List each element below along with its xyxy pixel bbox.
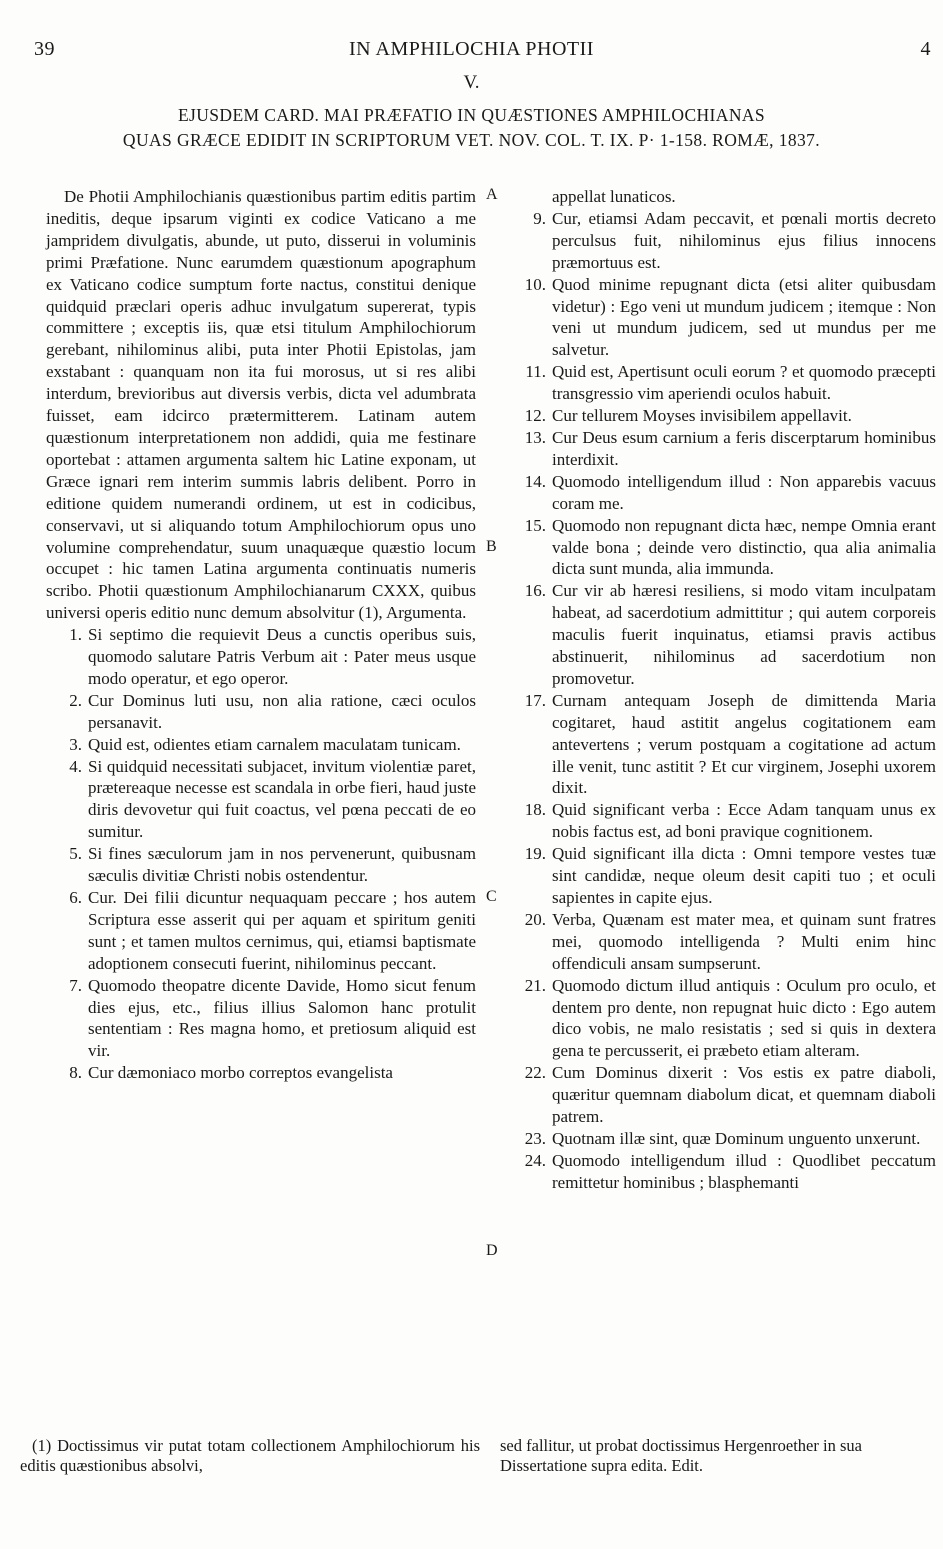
list-item xyxy=(512,515,936,581)
item-text: Cur. Dei filii dicuntur nequaquam peccare ; hos autem Scriptura esse asserit qui per aquam et spiritum geniti sunt ; et tamen multos cernimus, qui, etiamsi baptismate adoptionem consecuti fuerint, nihilominus peccant. xyxy=(88,888,476,973)
item-number: 17. xyxy=(524,690,546,710)
list-item xyxy=(512,427,936,471)
section-title-line-1: EJUSDEM CARD. MAI PRÆFATIO IN QUÆSTIONES AMPHILOCHIANAS xyxy=(177,105,766,125)
item-text: Cur Dominus luti usu, non alia ratione, cæci oculos persanavit. xyxy=(88,690,476,732)
item-text: Cur Deus esum carnium a feris discerptarum hominibus interdixit. xyxy=(552,427,936,469)
list-item xyxy=(512,690,936,800)
list-item xyxy=(512,1062,936,1128)
list-item xyxy=(512,843,936,909)
item-number: 11. xyxy=(525,362,546,382)
item-number: 6. xyxy=(69,888,82,907)
item-number: 15. xyxy=(524,515,546,535)
list-item xyxy=(46,1062,476,1084)
list-item xyxy=(46,887,476,975)
section-title-line-2: QUAS GRÆCE EDIDIT IN SCRIPTORUM VET. NOV. COL. T. IX. P· 1-158. ROMÆ, 1837. xyxy=(122,130,821,150)
item-number: 8. xyxy=(69,1063,82,1083)
item-number: 13. xyxy=(524,427,546,447)
item-number: 21. xyxy=(524,975,546,995)
item-number: 5. xyxy=(69,844,82,864)
footnote-left: (1) Doctissimus vir putat totam collectionem Amphilochiorum his editis quæstionibus absolvi, xyxy=(20,1436,480,1475)
item-number: 12. xyxy=(524,406,546,426)
item-text: Quod minime repugnant dicta (etsi aliter quibusdam videtur) : Ego veni ut mundum judicem ; itemque : Non veni ut mundum judicem, sed ut mundus per me salvetur. xyxy=(552,274,936,360)
section-number: V. xyxy=(463,72,480,93)
item-text: Si septimo die requievit Deus a cunctis operibus suis, quomodo salutare Patris Verbum ait : Pater meus usque modo operatur, et ego operor. xyxy=(88,625,476,688)
running-title: IN AMPHILOCHIA PHOTII xyxy=(349,38,594,60)
right-argument-list xyxy=(512,208,936,1194)
item-text: Si fines sæculorum jam in nos pervenerunt, quibusnam sæculis divitiæ Christi nobis ostendentur. xyxy=(88,844,476,886)
item-number: 19. xyxy=(524,844,546,864)
item-text: Quomodo intelligendum illud : Non apparebis vacuus coram me. xyxy=(552,471,936,513)
item-text: Cur dæmoniaco morbo correptos evangelista xyxy=(88,1063,393,1083)
left-argument-list xyxy=(46,624,476,1084)
item-text: Quomodo dictum illud antiquis : Oculum pro oculo, et dentem pro dente, non repugnat huic dicto : Ego autem dico vobis, ne malo resistatis ; sed si quis in dextera gena te percusserit, ei præbeto etiam alteram. xyxy=(552,975,936,1061)
item-text: Curnam antequam Joseph de dimittenda Maria cogitaret, haud astitit angelus cogitationem eam antevertens ; verum postquam a cogitatione ad actum ille venit, tunc astitit ? Et cur virginem, Josephi uxorem dixit. xyxy=(552,690,936,798)
margin-marker-c: C xyxy=(486,888,497,905)
list-item xyxy=(46,734,476,756)
page-number-left: 39 xyxy=(34,38,55,60)
list-item xyxy=(512,208,936,274)
list-item xyxy=(512,405,936,427)
right-column xyxy=(512,186,936,1194)
list-item xyxy=(512,1128,936,1150)
item-number: 7. xyxy=(69,975,82,995)
list-item xyxy=(46,756,476,844)
item-number: 18. xyxy=(524,800,546,820)
item-number: 22. xyxy=(524,1063,546,1083)
item-text: Quotnam illæ sint, quæ Dominum unguento unxerunt. xyxy=(552,1128,921,1148)
item-number: 3. xyxy=(69,734,82,754)
item-number: 2. xyxy=(69,690,82,710)
item-number: 24. xyxy=(524,1150,546,1170)
item-number: 23. xyxy=(524,1128,546,1148)
margin-marker-a: A xyxy=(486,186,498,203)
item-number: 14. xyxy=(524,471,546,491)
intro-paragraph: De Photii Amphilochianis quæstionibus partim editis partim ineditis, deque ipsarum viginti ex codice Vaticano a me jampridem divulgatis, abunde, ut puto, disserui in voluminis primi Præfatione. Nunc earumdem quæstionum apographum ex Vaticano codice sumptum forte nactus, constitui denique quidquid præclari operis adhuc invulgatum supererat, typis committere ; exceptis iis, quæ etsi titulum Amphilochiorum gerebant, nihilominus alibi, puta inter Photii Epistolas, jam exstabant : quanquam non ita fui morosus, ut si res alibi interdum, brevioribus aut diversis verbis, dicta vel adumbrata fuisset, eam idcirco prætermitterem. Latinam autem quæstionum interpretationem non addidi, quia me festinare oportebat : attamen argumenta saltem hic Latine exponam, ut Græce ignari rem interim summis labris delibent. Porro in editione quidem numerandi ordinem, ut est in codicibus, conservavi, ut si aliquando totum Amphilochiorum opus uno volumine comprehendatur, suum unaquæque quæstio locum occupet : hic tamen Latina argumenta continuatis numeris scribo. Photii quæstionum Amphilochianarum CXXX, quibus universi operis editio nunc demum absolvitur (1), Argumenta. xyxy=(46,187,476,623)
left-column xyxy=(46,186,476,1084)
list-item xyxy=(512,799,936,843)
list-item xyxy=(46,975,476,1063)
item-number: 4. xyxy=(69,756,82,776)
page-number-right: 4 xyxy=(920,38,931,60)
list-item xyxy=(46,624,476,690)
item-text: Quid est, Apertisunt oculi eorum ? et quomodo præcepti transgressio vim aperiendi oculos habuit. xyxy=(552,362,936,404)
list-item xyxy=(46,690,476,734)
item-text: Quid significant illa dicta : Omni tempore vestes tuæ sint candidæ, neque oleum desit capiti tuo ; et oculi sapientes in capite ejus. xyxy=(552,844,936,907)
footnote-right: sed fallitur, ut probat doctissimus Hergenroether in sua Dissertatione supra edita. Edit. xyxy=(500,1436,862,1475)
list-item xyxy=(512,909,936,975)
item-text: Quomodo intelligendum illud : Quodlibet peccatum remittetur hominibus ; blasphemanti xyxy=(552,1150,936,1192)
item-text: Si quidquid necessitati subjacet, invitum violentiæ paret, prætereaque necesse est scandala in orbe fieri, haud juste diris devovetur qui fuit coactus, vel pœna peccati de eo sumitur. xyxy=(88,756,476,842)
item-text: Quomodo theopatre dicente Davide, Homo sicut fenum dies ejus, etc., filius illius Salomon hanc protulit sententiam : Res magna homo, et pretiosum aliquid est vir. xyxy=(88,975,476,1061)
section-title xyxy=(0,103,943,153)
margin-marker-b: B xyxy=(486,538,497,555)
margin-marker-d: D xyxy=(486,1242,498,1259)
item-text: Quomodo non repugnant dicta hæc, nempe Omnia erant valde bona ; deinde vero distinctio, qua alia animalia dicta sunt munda, alia immunda. xyxy=(552,515,936,579)
list-item xyxy=(512,975,936,1063)
item-text: Cum Dominus dixerit : Vos estis ex patre diaboli, quæritur quemnam diabolum dicat, et quemnam diaboli patrem. xyxy=(552,1063,936,1127)
item-number: 1. xyxy=(69,625,82,645)
item-text: Verba, Quænam est mater mea, et quinam sunt fratres mei, quomodo intelligenda ? Multi enim hinc offendiculi ansam sumpserunt. xyxy=(552,909,936,973)
list-item xyxy=(512,471,936,515)
item-number: 16. xyxy=(524,581,546,601)
list-item xyxy=(512,274,936,362)
item-text: Cur vir ab hæresi resiliens, si modo vitam inculpatam habeat, ad sacerdotium admittitur ; qui autem corporeis maculis fuerit inquinatus, etiamsi pravis actibus abstinuerit, nihilominus ad sacerdotium non promovetur. xyxy=(552,581,936,688)
list-item xyxy=(512,1150,936,1194)
item-number: 9. xyxy=(533,208,546,228)
list-item xyxy=(512,580,936,690)
item-text: Quid significant verba : Ecce Adam tanquam unus ex nobis factus est, ad boni pravique cognitionem. xyxy=(552,800,936,842)
item-text: Quid est, odientes etiam carnalem maculatam tunicam. xyxy=(88,734,461,754)
list-item xyxy=(512,361,936,405)
item-number: 10. xyxy=(524,274,546,294)
list-item xyxy=(46,843,476,887)
continuation-line: appellat lunaticos. xyxy=(552,187,676,206)
item-text: Cur tellurem Moyses invisibilem appellavit. xyxy=(552,406,852,426)
item-text: Cur, etiamsi Adam peccavit, et pœnali mortis decreto perculsus fuit, nihilominus ejus filius innocens præmortuus est. xyxy=(552,208,936,272)
item-number: 20. xyxy=(524,909,546,929)
